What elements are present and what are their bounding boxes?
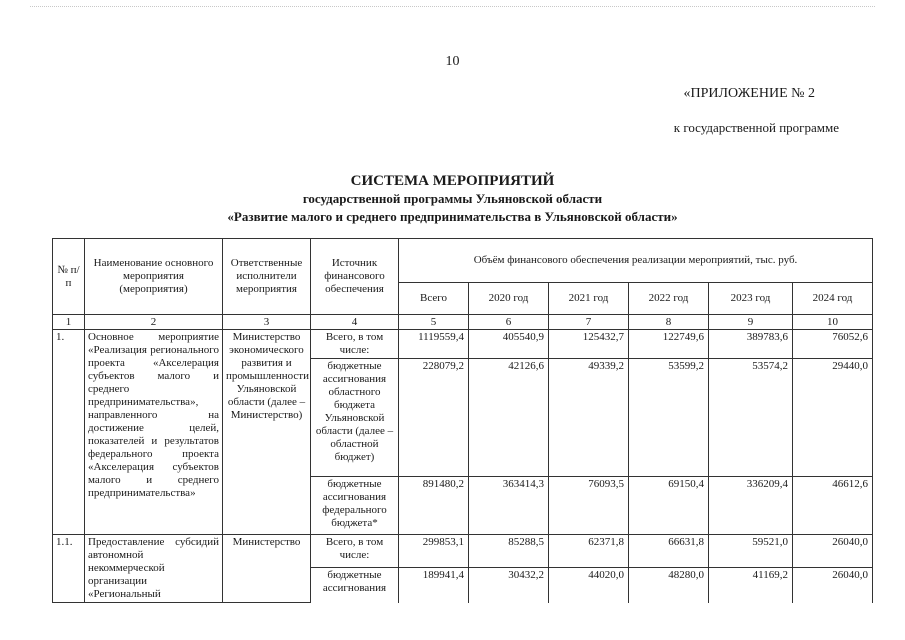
- col-index: 1: [53, 315, 85, 330]
- table-row: [53, 535, 873, 568]
- value-2021: 76093,5: [549, 477, 629, 535]
- value-2020: 30432,2: [469, 568, 549, 603]
- document-title: [0, 172, 905, 226]
- value-2021: 62371,8: [549, 535, 629, 568]
- value-2020: 405540,9: [469, 330, 549, 359]
- col-index: 10: [793, 315, 873, 330]
- value-total: 1119559,4: [399, 330, 469, 359]
- source-label: бюджетные ассигнования: [311, 568, 399, 603]
- value-2022: 122749,6: [629, 330, 709, 359]
- value-2024: 76052,6: [793, 330, 873, 359]
- value-2021: 49339,2: [549, 359, 629, 477]
- value-2020: 85288,5: [469, 535, 549, 568]
- header-2024: 2024 год: [793, 283, 873, 315]
- header-2020: 2020 год: [469, 283, 549, 315]
- measures-table: [52, 238, 873, 603]
- value-2023: 41169,2: [709, 568, 793, 603]
- table-row: [53, 330, 873, 359]
- header-2023: 2023 год: [709, 283, 793, 315]
- header-2022: 2022 год: [629, 283, 709, 315]
- page-number: 10: [445, 54, 460, 69]
- value-2021: 44020,0: [549, 568, 629, 603]
- title-line-2: государственной программы Ульяновской области: [302, 191, 603, 206]
- title-line-1: СИСТЕМА МЕРОПРИЯТИЙ: [350, 173, 555, 189]
- row-num: 1.: [53, 330, 85, 535]
- executor: Министерство экономического развития и промышленности Ульяновской области (далее – Министерство): [223, 330, 311, 535]
- executor: Министерство: [223, 535, 311, 603]
- col-index: 6: [469, 315, 549, 330]
- appendix-subtitle: к государственной программе: [673, 120, 839, 135]
- header-source: Источник финансового обеспечения: [311, 239, 399, 315]
- value-2023: 59521,0: [709, 535, 793, 568]
- source-label: Всего, в том числе:: [311, 535, 399, 568]
- col-index: 8: [629, 315, 709, 330]
- source-label: бюджетные ассигнования областного бюджета Ульяновской области (далее – областной бюджет): [311, 359, 399, 477]
- title-line-3: «Развитие малого и среднего предпринимательства в Ульяновской области»: [227, 209, 678, 224]
- value-2021: 125432,7: [549, 330, 629, 359]
- header-funding: Объём финансового обеспечения реализации мероприятий, тыс. руб.: [399, 239, 873, 283]
- value-2024: 26040,0: [793, 535, 873, 568]
- value-2022: 53599,2: [629, 359, 709, 477]
- value-total: 891480,2: [399, 477, 469, 535]
- header-num: № п/п: [53, 239, 85, 315]
- value-2020: 363414,3: [469, 477, 549, 535]
- header-name: Наименование основного мероприятия (мероприятия): [85, 239, 223, 315]
- top-dotted-line: [30, 6, 875, 7]
- value-2023: 336209,4: [709, 477, 793, 535]
- value-2020: 42126,6: [469, 359, 549, 477]
- value-2024: 46612,6: [793, 477, 873, 535]
- header-executors: Ответственные исполнители мероприятия: [223, 239, 311, 315]
- source-label: Всего, в том числе:: [311, 330, 399, 359]
- header-2021: 2021 год: [549, 283, 629, 315]
- col-index: 3: [223, 315, 311, 330]
- value-2024: 29440,0: [793, 359, 873, 477]
- value-total: 299853,1: [399, 535, 469, 568]
- header-total: Всего: [399, 283, 469, 315]
- row-num: 1.1.: [53, 535, 85, 603]
- value-2022: 66631,8: [629, 535, 709, 568]
- col-index: 2: [85, 315, 223, 330]
- measure-name: Основное мероприятие «Реализация регионального проекта «Акселерация субъектов малого и среднего предпринимательства», направленного на достижение целей, показателей и результатов федерального проекта «Акселерация субъектов малого и среднего предпринимательства»: [85, 330, 223, 535]
- value-2023: 53574,2: [709, 359, 793, 477]
- measure-name: Предоставление субсидий автономной некоммерческой организации «Региональный: [85, 535, 223, 603]
- value-2024: 26040,0: [793, 568, 873, 603]
- value-2022: 69150,4: [629, 477, 709, 535]
- col-index: 9: [709, 315, 793, 330]
- value-2023: 389783,6: [709, 330, 793, 359]
- appendix-label: «ПРИЛОЖЕНИЕ № 2: [683, 86, 815, 101]
- col-index: 5: [399, 315, 469, 330]
- col-index: 7: [549, 315, 629, 330]
- value-total: 189941,4: [399, 568, 469, 603]
- source-label: бюджетные ассигнования федерального бюджета*: [311, 477, 399, 535]
- col-index: 4: [311, 315, 399, 330]
- value-2022: 48280,0: [629, 568, 709, 603]
- value-total: 228079,2: [399, 359, 469, 477]
